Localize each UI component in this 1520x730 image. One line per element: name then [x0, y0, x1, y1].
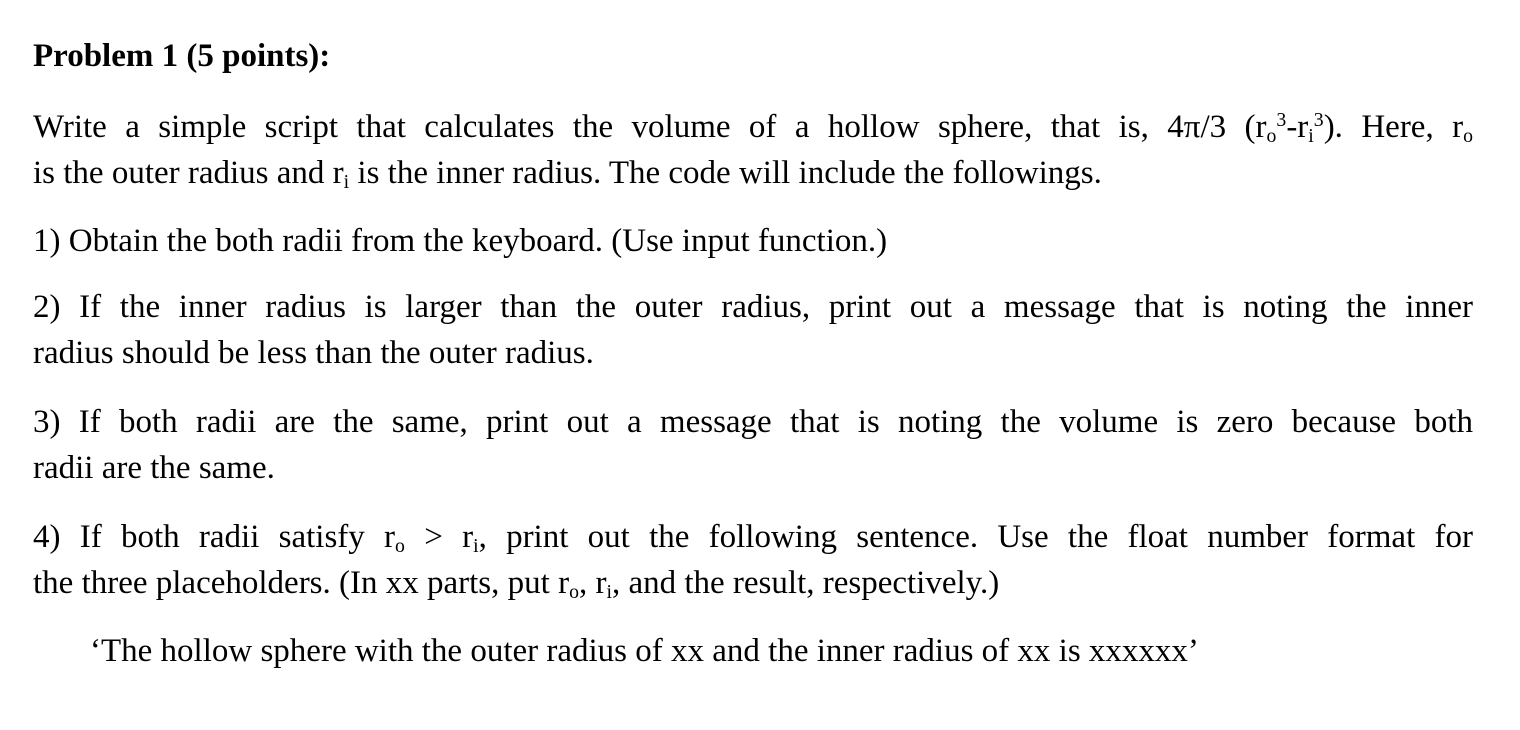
step-4-text-b: , print out the following sentence. Use the float number format for [478, 519, 1473, 555]
step-4 [33, 514, 1473, 606]
step-4-text-c: the three placeholders. (In xx parts, put r [33, 565, 570, 601]
step-2 [33, 284, 1473, 376]
superscript-3b: 3 [1313, 109, 1324, 132]
subscript-o-end: o [1463, 124, 1473, 147]
step-1-text: 1) Obtain the both radii from the keyboard. (Use input function.) [33, 223, 888, 259]
step-3 [33, 399, 1473, 491]
step-4-text-d: , and the result, respectively.) [611, 565, 1000, 601]
intro-paragraph [33, 104, 1473, 196]
intro-text-b: ). Here, r [1323, 109, 1464, 145]
superscript-3: 3 [1276, 109, 1287, 132]
subscript-o-4: o [569, 580, 579, 603]
subscript-i-2: i [343, 170, 350, 193]
step-4-line-1 [33, 514, 1473, 560]
step-4-text-a: 4) If both radii satisfy r [33, 519, 396, 555]
step-2-line-2: radius should be less than the outer radius. [33, 335, 594, 371]
subscript-i: i [1308, 124, 1314, 147]
step-3-line-2: radii are the same. [33, 450, 275, 486]
step-3-line-1: 3) If both radii are the same, print out a message that is noting the volume is zero because both [33, 404, 1473, 440]
intro-text-c: is the outer radius and r [33, 155, 344, 191]
subscript-i-4: i [606, 580, 612, 603]
intro-text-d: is the inner radius. The code will include the followings. [349, 155, 1102, 191]
intro-dash: -r [1286, 109, 1309, 145]
step-4-comma: , r [578, 565, 607, 601]
output-sentence-quote: ‘The hollow sphere with the outer radius of xx and the inner radius of xx is xxxxxx’ [90, 633, 1199, 669]
subscript-o-3: o [395, 534, 405, 557]
step-4-gt: > r [404, 519, 474, 555]
intro-line-1 [33, 104, 1473, 150]
subscript-i-3: i [473, 534, 479, 557]
step-4-line-2 [33, 560, 1473, 606]
problem-title: Problem 1 (5 points): [33, 38, 331, 74]
intro-line-2 [33, 150, 1473, 196]
intro-text-a: Write a simple script that calculates the volume of a hollow sphere, that is, 4π/3 (r [33, 109, 1267, 145]
step-2-line-1: 2) If the inner radius is larger than the outer radius, print out a message that is noting the inner [33, 289, 1473, 325]
subscript-o: o [1266, 124, 1277, 147]
step-1 [33, 218, 1473, 264]
